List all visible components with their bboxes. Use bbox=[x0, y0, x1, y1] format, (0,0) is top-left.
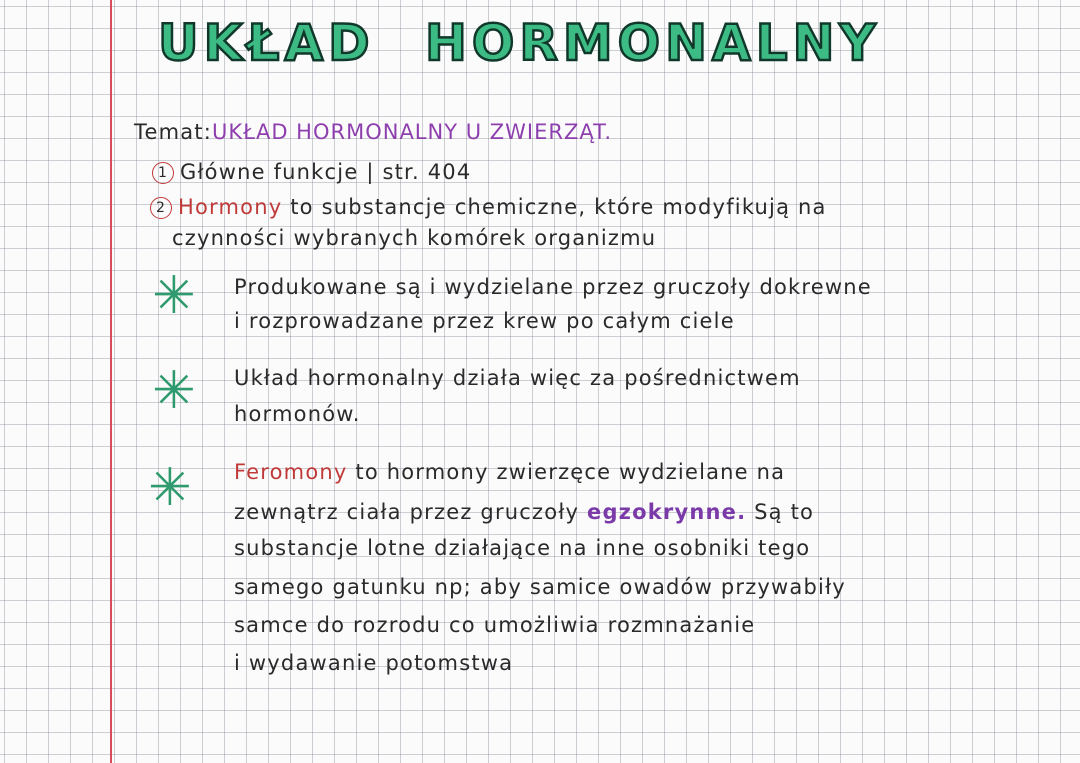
bullet-line: i wydawanie potomstwa bbox=[234, 651, 514, 675]
asterisk-star-icon: ✳ bbox=[152, 266, 196, 326]
bullet-line bbox=[234, 460, 785, 484]
bullet-line: i rozprowadzane przez krew po całym ciele bbox=[234, 309, 735, 333]
bullet-line: Produkowane są i wydzielane przez gruczoły dokrewne bbox=[234, 275, 872, 299]
notebook-margin-line bbox=[110, 0, 112, 763]
bullet-text: zewnątrz ciała przez gruczoły bbox=[234, 500, 587, 524]
asterisk-star-icon: ✳ bbox=[148, 458, 192, 518]
item-continuation-line: czynności wybranych komórek organizmu bbox=[172, 226, 657, 250]
highlight-term-egzokrynne: egzokrynne. bbox=[587, 500, 747, 524]
bullet-line: Układ hormonalny działa więc za pośrednictwem bbox=[234, 366, 801, 390]
item-text: to substancje chemiczne, które modyfikują na bbox=[282, 195, 827, 219]
bullet-line: samce do rozrodu co umożliwia rozmnażanie bbox=[234, 613, 756, 637]
item-number-badge: 1 bbox=[152, 162, 174, 184]
item-number-badge: 2 bbox=[150, 197, 172, 219]
highlight-term-hormony: Hormony bbox=[178, 195, 283, 219]
asterisk-star-icon: ✳ bbox=[152, 361, 196, 421]
highlight-term-feromony: Feromony bbox=[234, 460, 348, 484]
item-text: Główne funkcje | str. 404 bbox=[180, 160, 472, 184]
bullet-line: substancje lotne działające na inne osobniki tego bbox=[234, 536, 811, 560]
topic-label: Temat: bbox=[134, 120, 213, 144]
list-item bbox=[150, 195, 827, 219]
topic-text: UKŁAD HORMONALNY U ZWIERZĄT. bbox=[212, 120, 613, 144]
bullet-text: to hormony zwierzęce wydzielane na bbox=[347, 460, 786, 484]
topic-line bbox=[134, 120, 612, 144]
page-title: UKŁAD HORMONALNY bbox=[158, 14, 881, 72]
bullet-line: hormonów. bbox=[234, 402, 361, 426]
list-item bbox=[152, 160, 471, 184]
bullet-line bbox=[234, 500, 814, 524]
bullet-line: samego gatunku np; aby samice owadów przywabiły bbox=[234, 575, 846, 599]
bullet-text: Są to bbox=[746, 500, 815, 524]
